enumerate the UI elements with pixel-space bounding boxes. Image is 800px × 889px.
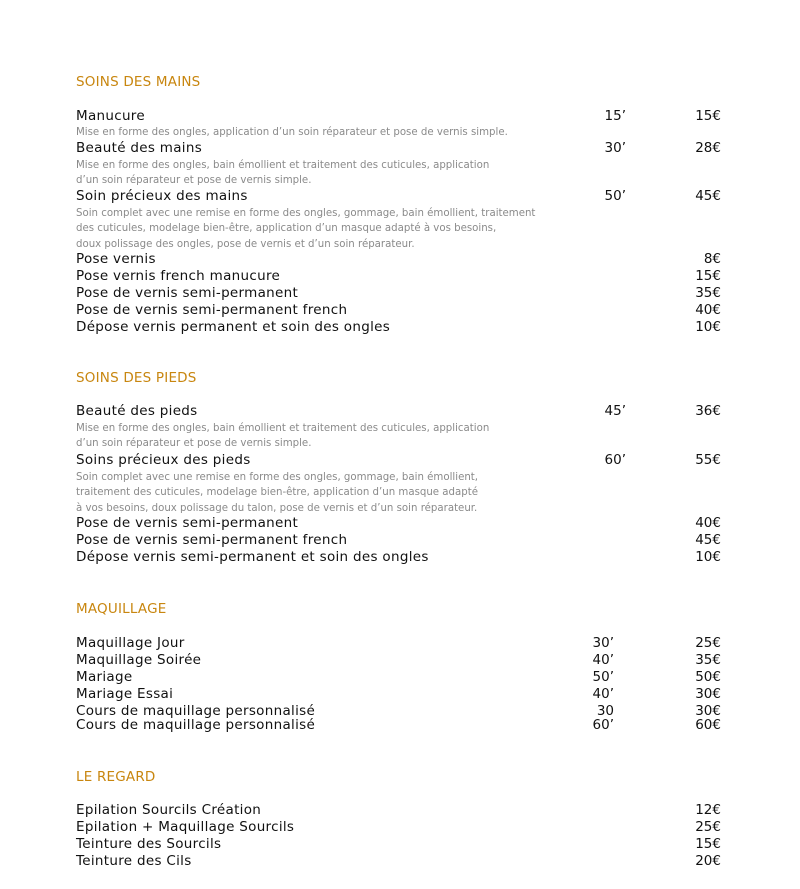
service-price: 45€ (695, 532, 721, 548)
service-price: 55€ (695, 452, 721, 468)
service-name: Soins précieux des pieds (76, 452, 251, 468)
service-pieds-semi-permanent-french (76, 532, 721, 549)
service-depose-vernis (76, 319, 721, 336)
service-price: 15€ (695, 108, 721, 124)
service-name: Epilation + Maquillage Sourcils (76, 819, 295, 835)
service-price: 10€ (695, 549, 721, 565)
service-manucure (76, 108, 721, 125)
service-duration: 50’ (592, 669, 614, 685)
service-name: Maquillage Jour (76, 635, 185, 651)
service-name: Cours de maquillage personnalisé (76, 717, 316, 733)
service-price: 8€ (703, 251, 721, 267)
service-soin-precieux-des-mains (76, 188, 721, 205)
service-duration: 30’ (592, 635, 614, 651)
service-name: Dépose vernis semi-permanent et soin des ongles (76, 549, 429, 565)
service-semi-permanent-french (76, 302, 721, 319)
service-price: 40€ (695, 515, 721, 531)
service-price: 30€ (695, 703, 721, 719)
service-price: 35€ (695, 652, 721, 668)
service-duration: 60’ (604, 452, 626, 468)
service-duration: 40’ (592, 652, 614, 668)
service-name: Pose de vernis semi-permanent french (76, 532, 348, 548)
service-maquillage-jour (76, 635, 721, 652)
section-title-soins-des-pieds: SOINS DES PIEDS (76, 370, 197, 386)
service-price: 45€ (695, 188, 721, 204)
service-beaute-des-pieds (76, 403, 721, 420)
service-description: Mise en forme des ongles, bain émollient et traitement des cuticules, application d’un soin réparateur et pose de vernis simple. (76, 423, 490, 450)
service-name: Mariage Essai (76, 686, 174, 702)
service-teinture-cils (76, 853, 721, 870)
service-name: Pose vernis (76, 251, 156, 267)
service-price: 30€ (695, 686, 721, 702)
service-name: Pose de vernis semi-permanent french (76, 302, 348, 318)
service-teinture-sourcils (76, 836, 721, 853)
service-duration: 50’ (604, 188, 626, 204)
service-name: Manucure (76, 108, 145, 124)
service-name: Beauté des pieds (76, 403, 198, 419)
service-semi-permanent (76, 285, 721, 302)
service-epilation-maquillage-sourcils (76, 819, 721, 836)
service-pose-vernis-french (76, 268, 721, 285)
service-name: Dépose vernis permanent et soin des ongles (76, 319, 391, 335)
service-description: Soin complet avec une remise en forme des ongles, gommage, bain émollient, traitement des cuticules, modelage bien-être, application d’un masque adapté à vos besoins, doux polissage du talon, pose de vernis et d’un soin réparateur. (76, 472, 479, 514)
service-cours-maquillage-60 (76, 717, 721, 734)
service-duration: 60’ (592, 717, 614, 733)
section-title-soins-des-mains: SOINS DES MAINS (76, 74, 201, 90)
service-price: 15€ (695, 268, 721, 284)
service-price: 35€ (695, 285, 721, 301)
service-soins-precieux-des-pieds (76, 452, 721, 469)
service-price: 36€ (695, 403, 721, 419)
service-pieds-depose (76, 549, 721, 566)
service-mariage (76, 669, 721, 686)
service-duration: 45’ (604, 403, 626, 419)
service-pieds-semi-permanent (76, 515, 721, 532)
service-name: Teinture des Sourcils (76, 836, 222, 852)
service-name: Teinture des Cils (76, 853, 192, 869)
service-beaute-des-mains (76, 140, 721, 157)
service-name: Cours de maquillage personnalisé (76, 703, 316, 719)
service-description: Mise en forme des ongles, bain émollient et traitement des cuticules, application d’un soin réparateur et pose de vernis simple. (76, 160, 490, 187)
service-description: Soin complet avec une remise en forme des ongles, gommage, bain émollient, traitement des cuticules, modelage bien-être, application d’un masque adapté à vos besoins, doux polissage des ongles, pose de vernis et d’un soin réparateur. (76, 208, 536, 250)
service-epilation-sourcils (76, 802, 721, 819)
service-name: Epilation Sourcils Création (76, 802, 262, 818)
service-name: Pose de vernis semi-permanent (76, 285, 299, 301)
section-title-maquillage: MAQUILLAGE (76, 601, 167, 617)
service-price: 12€ (695, 802, 721, 818)
service-name: Mariage (76, 669, 133, 685)
service-name: Maquillage Soirée (76, 652, 202, 668)
service-price: 25€ (695, 635, 721, 651)
service-price: 60€ (695, 717, 721, 733)
service-description: Mise en forme des ongles, application d’un soin réparateur et pose de vernis simple. (76, 127, 508, 138)
service-duration: 30 (596, 703, 614, 719)
service-price: 28€ (695, 140, 721, 156)
service-mariage-essai (76, 686, 721, 703)
service-pose-vernis (76, 251, 721, 268)
service-name: Pose de vernis semi-permanent (76, 515, 299, 531)
service-price: 25€ (695, 819, 721, 835)
service-maquillage-soiree (76, 652, 721, 669)
service-price: 40€ (695, 302, 721, 318)
service-duration: 30’ (604, 140, 626, 156)
service-duration: 15’ (604, 108, 626, 124)
service-name: Soin précieux des mains (76, 188, 248, 204)
service-name: Pose vernis french manucure (76, 268, 281, 284)
service-price: 10€ (695, 319, 721, 335)
service-price: 20€ (695, 853, 721, 869)
service-name: Beauté des mains (76, 140, 203, 156)
service-price: 50€ (695, 669, 721, 685)
service-duration: 40’ (592, 686, 614, 702)
section-title-le-regard: LE REGARD (76, 769, 156, 785)
service-price: 15€ (695, 836, 721, 852)
